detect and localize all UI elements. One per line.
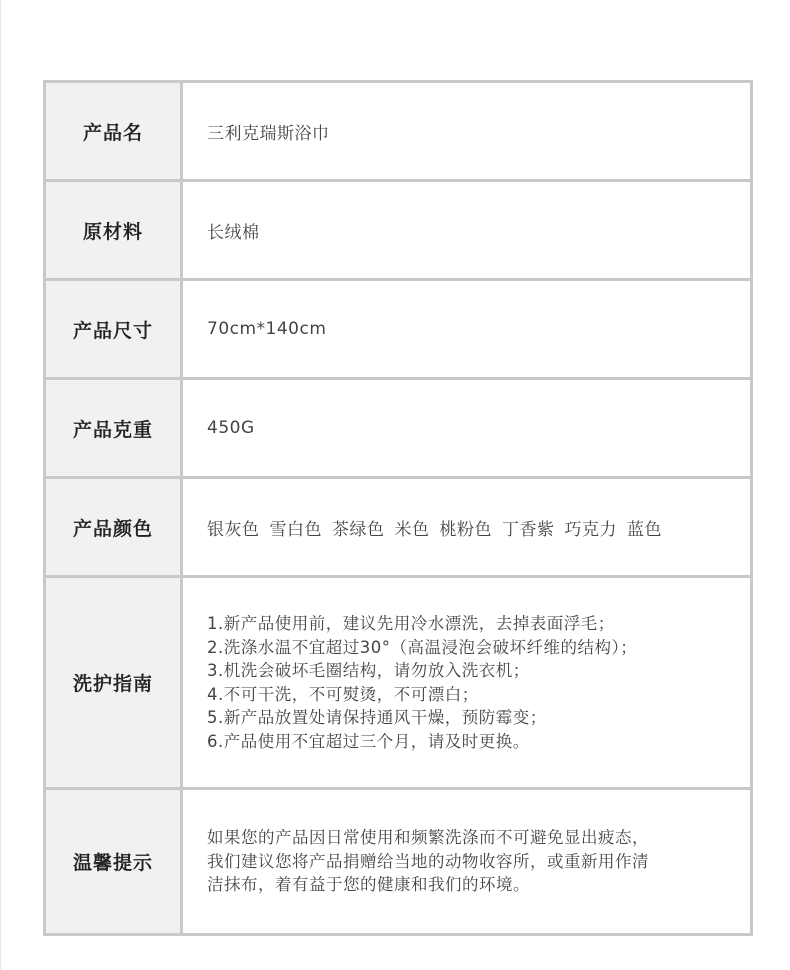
care-instruction: 5.新产品放置处请保持通风干燥，预防霉变； <box>207 708 547 727</box>
spec-label-size: 产品尺寸 <box>46 281 183 377</box>
care-instruction: 6.产品使用不宜超过三个月，请及时更换。 <box>207 731 530 751</box>
page-edge-divider <box>0 0 1 970</box>
spec-label-weight: 产品克重 <box>46 380 183 476</box>
spec-row-tips <box>46 790 750 933</box>
spec-value-weight: 450G <box>207 418 255 438</box>
spec-value-size: 70cm*140cm <box>207 319 327 339</box>
spec-value-material: 长绒棉 <box>207 222 260 243</box>
spec-row-weight <box>46 380 750 479</box>
spec-label-material: 原材料 <box>46 182 183 278</box>
spec-row-colors <box>46 479 750 578</box>
spec-value-colors <box>183 479 750 575</box>
spec-value-tips <box>183 790 750 933</box>
color-option: 米色 <box>394 519 430 540</box>
color-option: 蓝色 <box>627 519 662 540</box>
spec-value-care <box>183 578 750 787</box>
color-option: 丁香紫 <box>502 519 555 540</box>
care-instruction: 3.机洗会破坏毛圈结构，请勿放入洗衣机； <box>207 661 530 680</box>
spec-label-colors: 产品颜色 <box>46 479 183 575</box>
color-option: 雪白色 <box>269 519 322 540</box>
tip-line: 如果您的产品因日常使用和频繁洗涤而不可避免显出疲态， <box>207 828 649 848</box>
tip-line: 我们建议您将产品捐赠给当地的动物收容所，或重新用作清 <box>207 851 649 871</box>
color-list <box>207 515 662 540</box>
tip-line: 洁抹布，着有益于您的健康和我们的环境。 <box>207 875 530 895</box>
care-instruction: 4.不可干洗，不可熨烫，不可漂白； <box>207 684 479 704</box>
color-option: 桃粉色 <box>439 519 492 540</box>
color-option: 巧克力 <box>564 519 617 540</box>
color-option: 银灰色 <box>207 519 260 540</box>
spec-label-name: 产品名 <box>46 83 183 179</box>
spec-label-tips: 温馨提示 <box>46 790 183 933</box>
care-instruction: 1.新产品使用前，建议先用冷水漂洗，去掉表面浮毛； <box>207 614 615 633</box>
spec-row-material <box>46 182 750 281</box>
spec-row-care <box>46 578 750 790</box>
care-instruction: 2.洗涤水温不宜超过30°（高温浸泡会破坏纤维的结构）； <box>207 637 638 657</box>
spec-value-name: 三利克瑞斯浴巾 <box>207 123 330 144</box>
spec-label-care: 洗护指南 <box>46 578 183 787</box>
spec-row-name <box>46 83 750 182</box>
product-spec-table <box>43 80 753 936</box>
color-option: 茶绿色 <box>332 519 385 540</box>
spec-row-size <box>46 281 750 380</box>
